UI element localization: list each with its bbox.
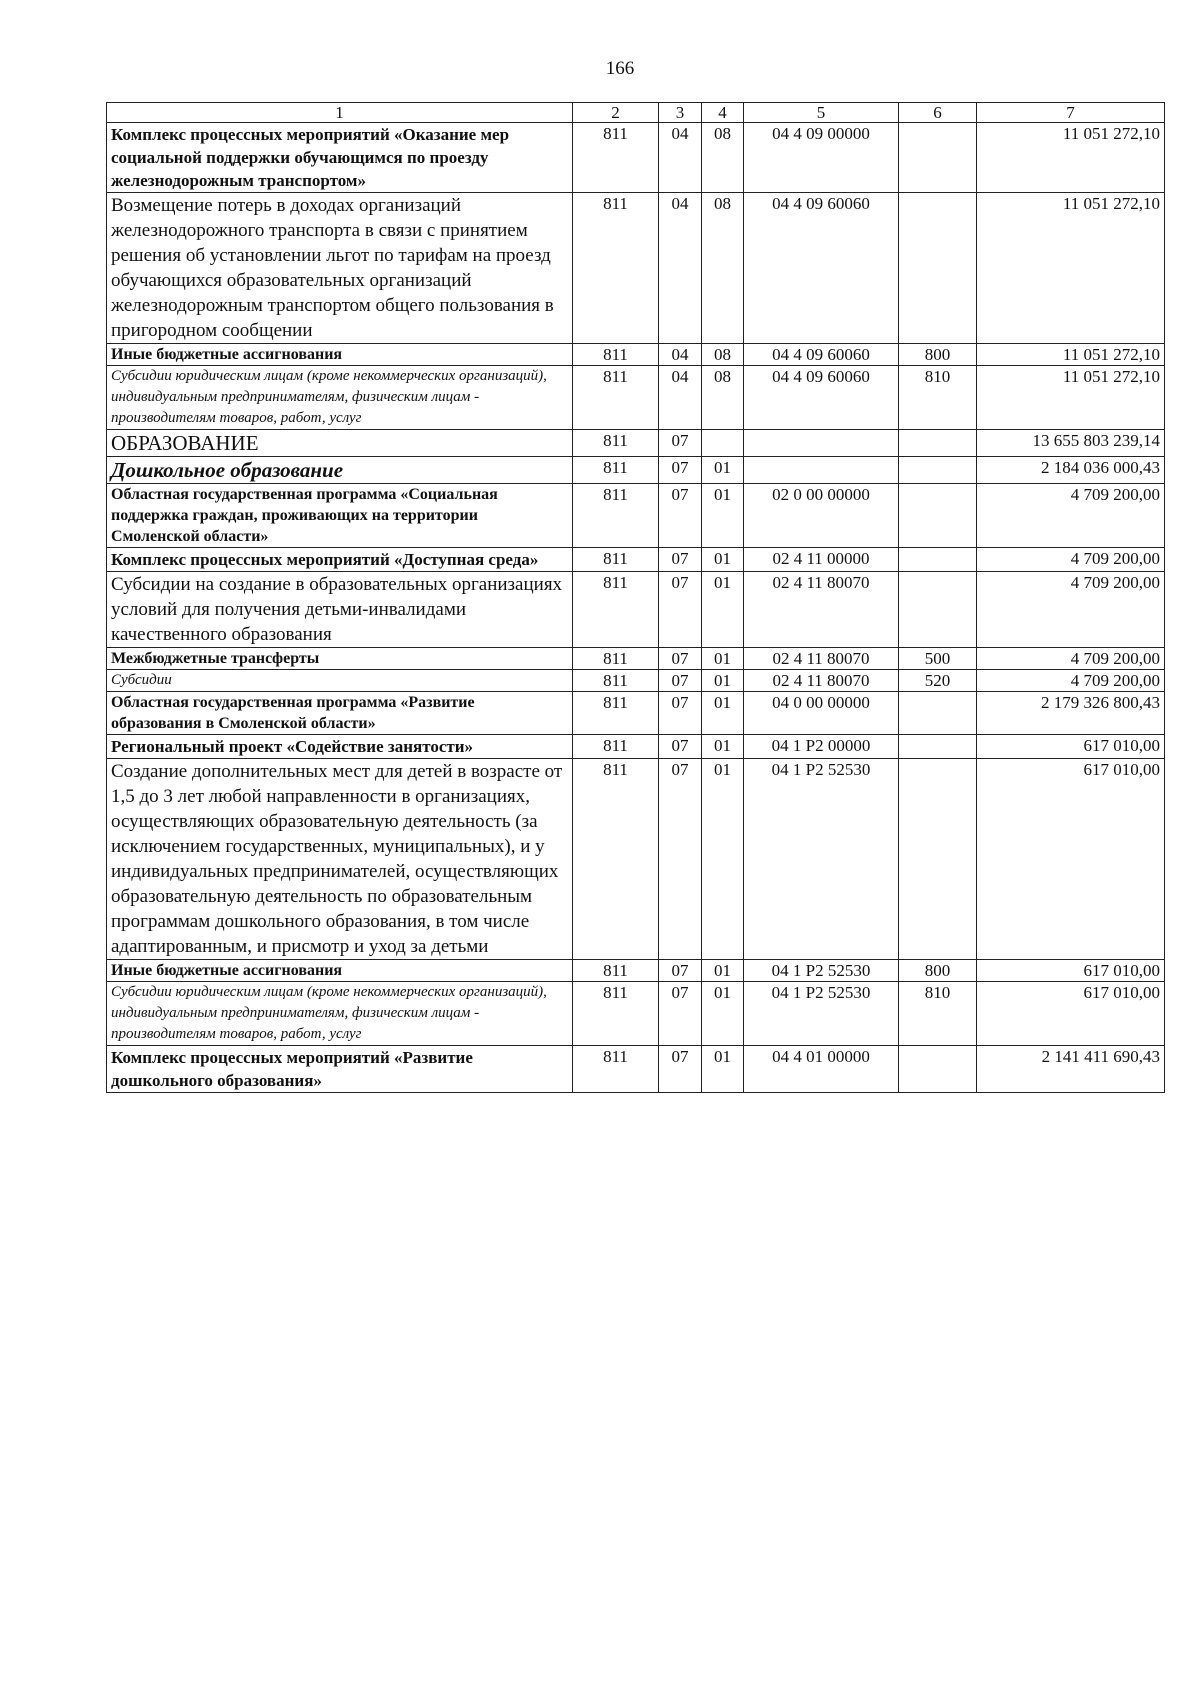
- column-number-header-row: [107, 103, 1165, 123]
- column-header: 7: [977, 103, 1165, 123]
- section-code-cell: 07: [659, 1046, 702, 1093]
- table-row: [107, 366, 1165, 430]
- table-row: [107, 548, 1165, 572]
- section-code-cell: 07: [659, 670, 702, 692]
- page-number: 166: [605, 58, 635, 79]
- amount-cell: 11 051 272,10: [977, 193, 1165, 344]
- expense-type-cell: [899, 548, 977, 572]
- admin-code-cell: 811: [573, 692, 659, 735]
- section-code-cell: 07: [659, 960, 702, 982]
- target-article-cell: 04 1 P2 52530: [744, 960, 899, 982]
- expense-type-cell: 800: [899, 960, 977, 982]
- subsection-code-cell: 01: [702, 960, 744, 982]
- row-name-cell: Субсидии на создание в образовательных организациях условий для получения детьми-инвалидами качественного образования: [107, 572, 573, 648]
- subsection-code-cell: 01: [702, 759, 744, 960]
- amount-cell: 2 184 036 000,43: [977, 457, 1165, 484]
- admin-code-cell: 811: [573, 484, 659, 548]
- amount-cell: 2 179 326 800,43: [977, 692, 1165, 735]
- amount-cell: 617 010,00: [977, 982, 1165, 1046]
- row-name-cell: Областная государственная программа «Социальная поддержка граждан, проживающих на территории Смоленской области»: [107, 484, 573, 548]
- admin-code-cell: 811: [573, 457, 659, 484]
- target-article-cell: 04 4 09 60060: [744, 344, 899, 366]
- amount-cell: 4 709 200,00: [977, 484, 1165, 548]
- target-article-cell: 02 0 00 00000: [744, 484, 899, 548]
- section-code-cell: 07: [659, 430, 702, 457]
- expense-type-cell: 500: [899, 648, 977, 670]
- amount-cell: 4 709 200,00: [977, 670, 1165, 692]
- row-name-cell: Создание дополнительных мест для детей в возрасте от 1,5 до 3 лет любой направленности в организациях, осуществляющих образовательную деятельность (за исключением государственных, муниципальных), и у индивидуальных предпринимателей, осуществляющих образовательную деятельность по образовательным программам дошкольного образования, в том числе адаптированным, и присмотр и уход за детьми: [107, 759, 573, 960]
- section-code-cell: 04: [659, 193, 702, 344]
- column-header: 1: [107, 103, 573, 123]
- section-code-cell: 07: [659, 735, 702, 759]
- table-row: [107, 692, 1165, 735]
- amount-cell: 617 010,00: [977, 735, 1165, 759]
- subsection-code-cell: 08: [702, 123, 744, 193]
- admin-code-cell: 811: [573, 548, 659, 572]
- row-name-cell: Областная государственная программа «Развитие образования в Смоленской области»: [107, 692, 573, 735]
- table-row: [107, 193, 1165, 344]
- section-code-cell: 07: [659, 648, 702, 670]
- subsection-code-cell: 08: [702, 366, 744, 430]
- target-article-cell: 04 4 01 00000: [744, 1046, 899, 1093]
- subsection-code-cell: 08: [702, 193, 744, 344]
- row-name-cell: Субсидии: [107, 670, 573, 692]
- expense-type-cell: [899, 457, 977, 484]
- amount-cell: 4 709 200,00: [977, 572, 1165, 648]
- column-header: 4: [702, 103, 744, 123]
- section-code-cell: 07: [659, 982, 702, 1046]
- subsection-code-cell: 01: [702, 457, 744, 484]
- expense-type-cell: [899, 123, 977, 193]
- target-article-cell: 04 1 P2 52530: [744, 982, 899, 1046]
- amount-cell: 11 051 272,10: [977, 123, 1165, 193]
- section-code-cell: 04: [659, 123, 702, 193]
- admin-code-cell: 811: [573, 366, 659, 430]
- amount-cell: 4 709 200,00: [977, 648, 1165, 670]
- target-article-cell: [744, 457, 899, 484]
- section-code-cell: 07: [659, 692, 702, 735]
- row-name-cell: Субсидии юридическим лицам (кроме некоммерческих организаций), индивидуальным предпринимателям, физическим лицам - производителям товаров, работ, услуг: [107, 366, 573, 430]
- admin-code-cell: 811: [573, 759, 659, 960]
- row-name-cell: Иные бюджетные ассигнования: [107, 344, 573, 366]
- subsection-code-cell: 01: [702, 548, 744, 572]
- table-row: [107, 670, 1165, 692]
- row-name-cell: Комплекс процессных мероприятий «Оказание мер социальной поддержки обучающимся по проезду железнодорожным транспортом»: [107, 123, 573, 193]
- subsection-code-cell: 01: [702, 572, 744, 648]
- admin-code-cell: 811: [573, 193, 659, 344]
- row-name-cell: Комплекс процессных мероприятий «Доступная среда»: [107, 548, 573, 572]
- row-name-cell: Межбюджетные трансферты: [107, 648, 573, 670]
- row-name-cell: Возмещение потерь в доходах организаций железнодорожного транспорта в связи с принятием решения об установлении льгот по тарифам на проезд обучающихся образовательных организаций железнодорожным транспортом общего пользования в пригородном сообщении: [107, 193, 573, 344]
- amount-cell: 2 141 411 690,43: [977, 1046, 1165, 1093]
- section-code-cell: 07: [659, 457, 702, 484]
- section-code-cell: 04: [659, 366, 702, 430]
- target-article-cell: 04 4 09 00000: [744, 123, 899, 193]
- admin-code-cell: 811: [573, 648, 659, 670]
- target-article-cell: 02 4 11 80070: [744, 572, 899, 648]
- expense-type-cell: [899, 692, 977, 735]
- subsection-code-cell: 01: [702, 1046, 744, 1093]
- expense-type-cell: [899, 759, 977, 960]
- expense-type-cell: [899, 572, 977, 648]
- section-code-cell: 07: [659, 759, 702, 960]
- expense-type-cell: [899, 735, 977, 759]
- target-article-cell: 02 4 11 00000: [744, 548, 899, 572]
- amount-cell: 617 010,00: [977, 960, 1165, 982]
- amount-cell: 11 051 272,10: [977, 344, 1165, 366]
- admin-code-cell: 811: [573, 960, 659, 982]
- subsection-code-cell: 08: [702, 344, 744, 366]
- section-code-cell: 07: [659, 572, 702, 648]
- target-article-cell: [744, 430, 899, 457]
- column-header: 6: [899, 103, 977, 123]
- row-name-cell: Иные бюджетные ассигнования: [107, 960, 573, 982]
- table-row: [107, 344, 1165, 366]
- amount-cell: 617 010,00: [977, 759, 1165, 960]
- amount-cell: 4 709 200,00: [977, 548, 1165, 572]
- table-row: [107, 457, 1165, 484]
- table-row: [107, 123, 1165, 193]
- admin-code-cell: 811: [573, 572, 659, 648]
- amount-cell: 13 655 803 239,14: [977, 430, 1165, 457]
- row-name-cell: Субсидии юридическим лицам (кроме некоммерческих организаций), индивидуальным предпринимателям, физическим лицам - производителям товаров, работ, услуг: [107, 982, 573, 1046]
- admin-code-cell: 811: [573, 430, 659, 457]
- amount-cell: 11 051 272,10: [977, 366, 1165, 430]
- row-name-cell: Региональный проект «Содействие занятости»: [107, 735, 573, 759]
- target-article-cell: 04 1 P2 00000: [744, 735, 899, 759]
- subsection-code-cell: 01: [702, 484, 744, 548]
- table-row: [107, 1046, 1165, 1093]
- target-article-cell: 04 4 09 60060: [744, 366, 899, 430]
- admin-code-cell: 811: [573, 123, 659, 193]
- column-header: 2: [573, 103, 659, 123]
- section-code-cell: 04: [659, 344, 702, 366]
- target-article-cell: 04 0 00 00000: [744, 692, 899, 735]
- expense-type-cell: 800: [899, 344, 977, 366]
- section-code-cell: 07: [659, 484, 702, 548]
- expense-type-cell: 810: [899, 366, 977, 430]
- subsection-code-cell: 01: [702, 648, 744, 670]
- row-name-cell: ОБРАЗОВАНИЕ: [107, 430, 573, 457]
- target-article-cell: 04 4 09 60060: [744, 193, 899, 344]
- column-header: 5: [744, 103, 899, 123]
- table-row: [107, 430, 1165, 457]
- expense-type-cell: [899, 484, 977, 548]
- target-article-cell: 02 4 11 80070: [744, 670, 899, 692]
- subsection-code-cell: 01: [702, 982, 744, 1046]
- subsection-code-cell: [702, 430, 744, 457]
- target-article-cell: 02 4 11 80070: [744, 648, 899, 670]
- table-row: [107, 648, 1165, 670]
- table-row: [107, 982, 1165, 1046]
- table-row: [107, 735, 1165, 759]
- table-row: [107, 759, 1165, 960]
- row-name-cell: Комплекс процессных мероприятий «Развитие дошкольного образования»: [107, 1046, 573, 1093]
- admin-code-cell: 811: [573, 670, 659, 692]
- budget-table-body: [107, 103, 1165, 1093]
- expense-type-cell: [899, 430, 977, 457]
- table-row: [107, 572, 1165, 648]
- row-name-cell: Дошкольное образование: [107, 457, 573, 484]
- column-header: 3: [659, 103, 702, 123]
- admin-code-cell: 811: [573, 1046, 659, 1093]
- subsection-code-cell: 01: [702, 735, 744, 759]
- expense-type-cell: [899, 193, 977, 344]
- admin-code-cell: 811: [573, 735, 659, 759]
- subsection-code-cell: 01: [702, 692, 744, 735]
- subsection-code-cell: 01: [702, 670, 744, 692]
- table-row: [107, 484, 1165, 548]
- expense-type-cell: 810: [899, 982, 977, 1046]
- admin-code-cell: 811: [573, 982, 659, 1046]
- expense-type-cell: 520: [899, 670, 977, 692]
- expense-type-cell: [899, 1046, 977, 1093]
- admin-code-cell: 811: [573, 344, 659, 366]
- section-code-cell: 07: [659, 548, 702, 572]
- table-row: [107, 960, 1165, 982]
- target-article-cell: 04 1 P2 52530: [744, 759, 899, 960]
- budget-table: [106, 102, 1165, 1093]
